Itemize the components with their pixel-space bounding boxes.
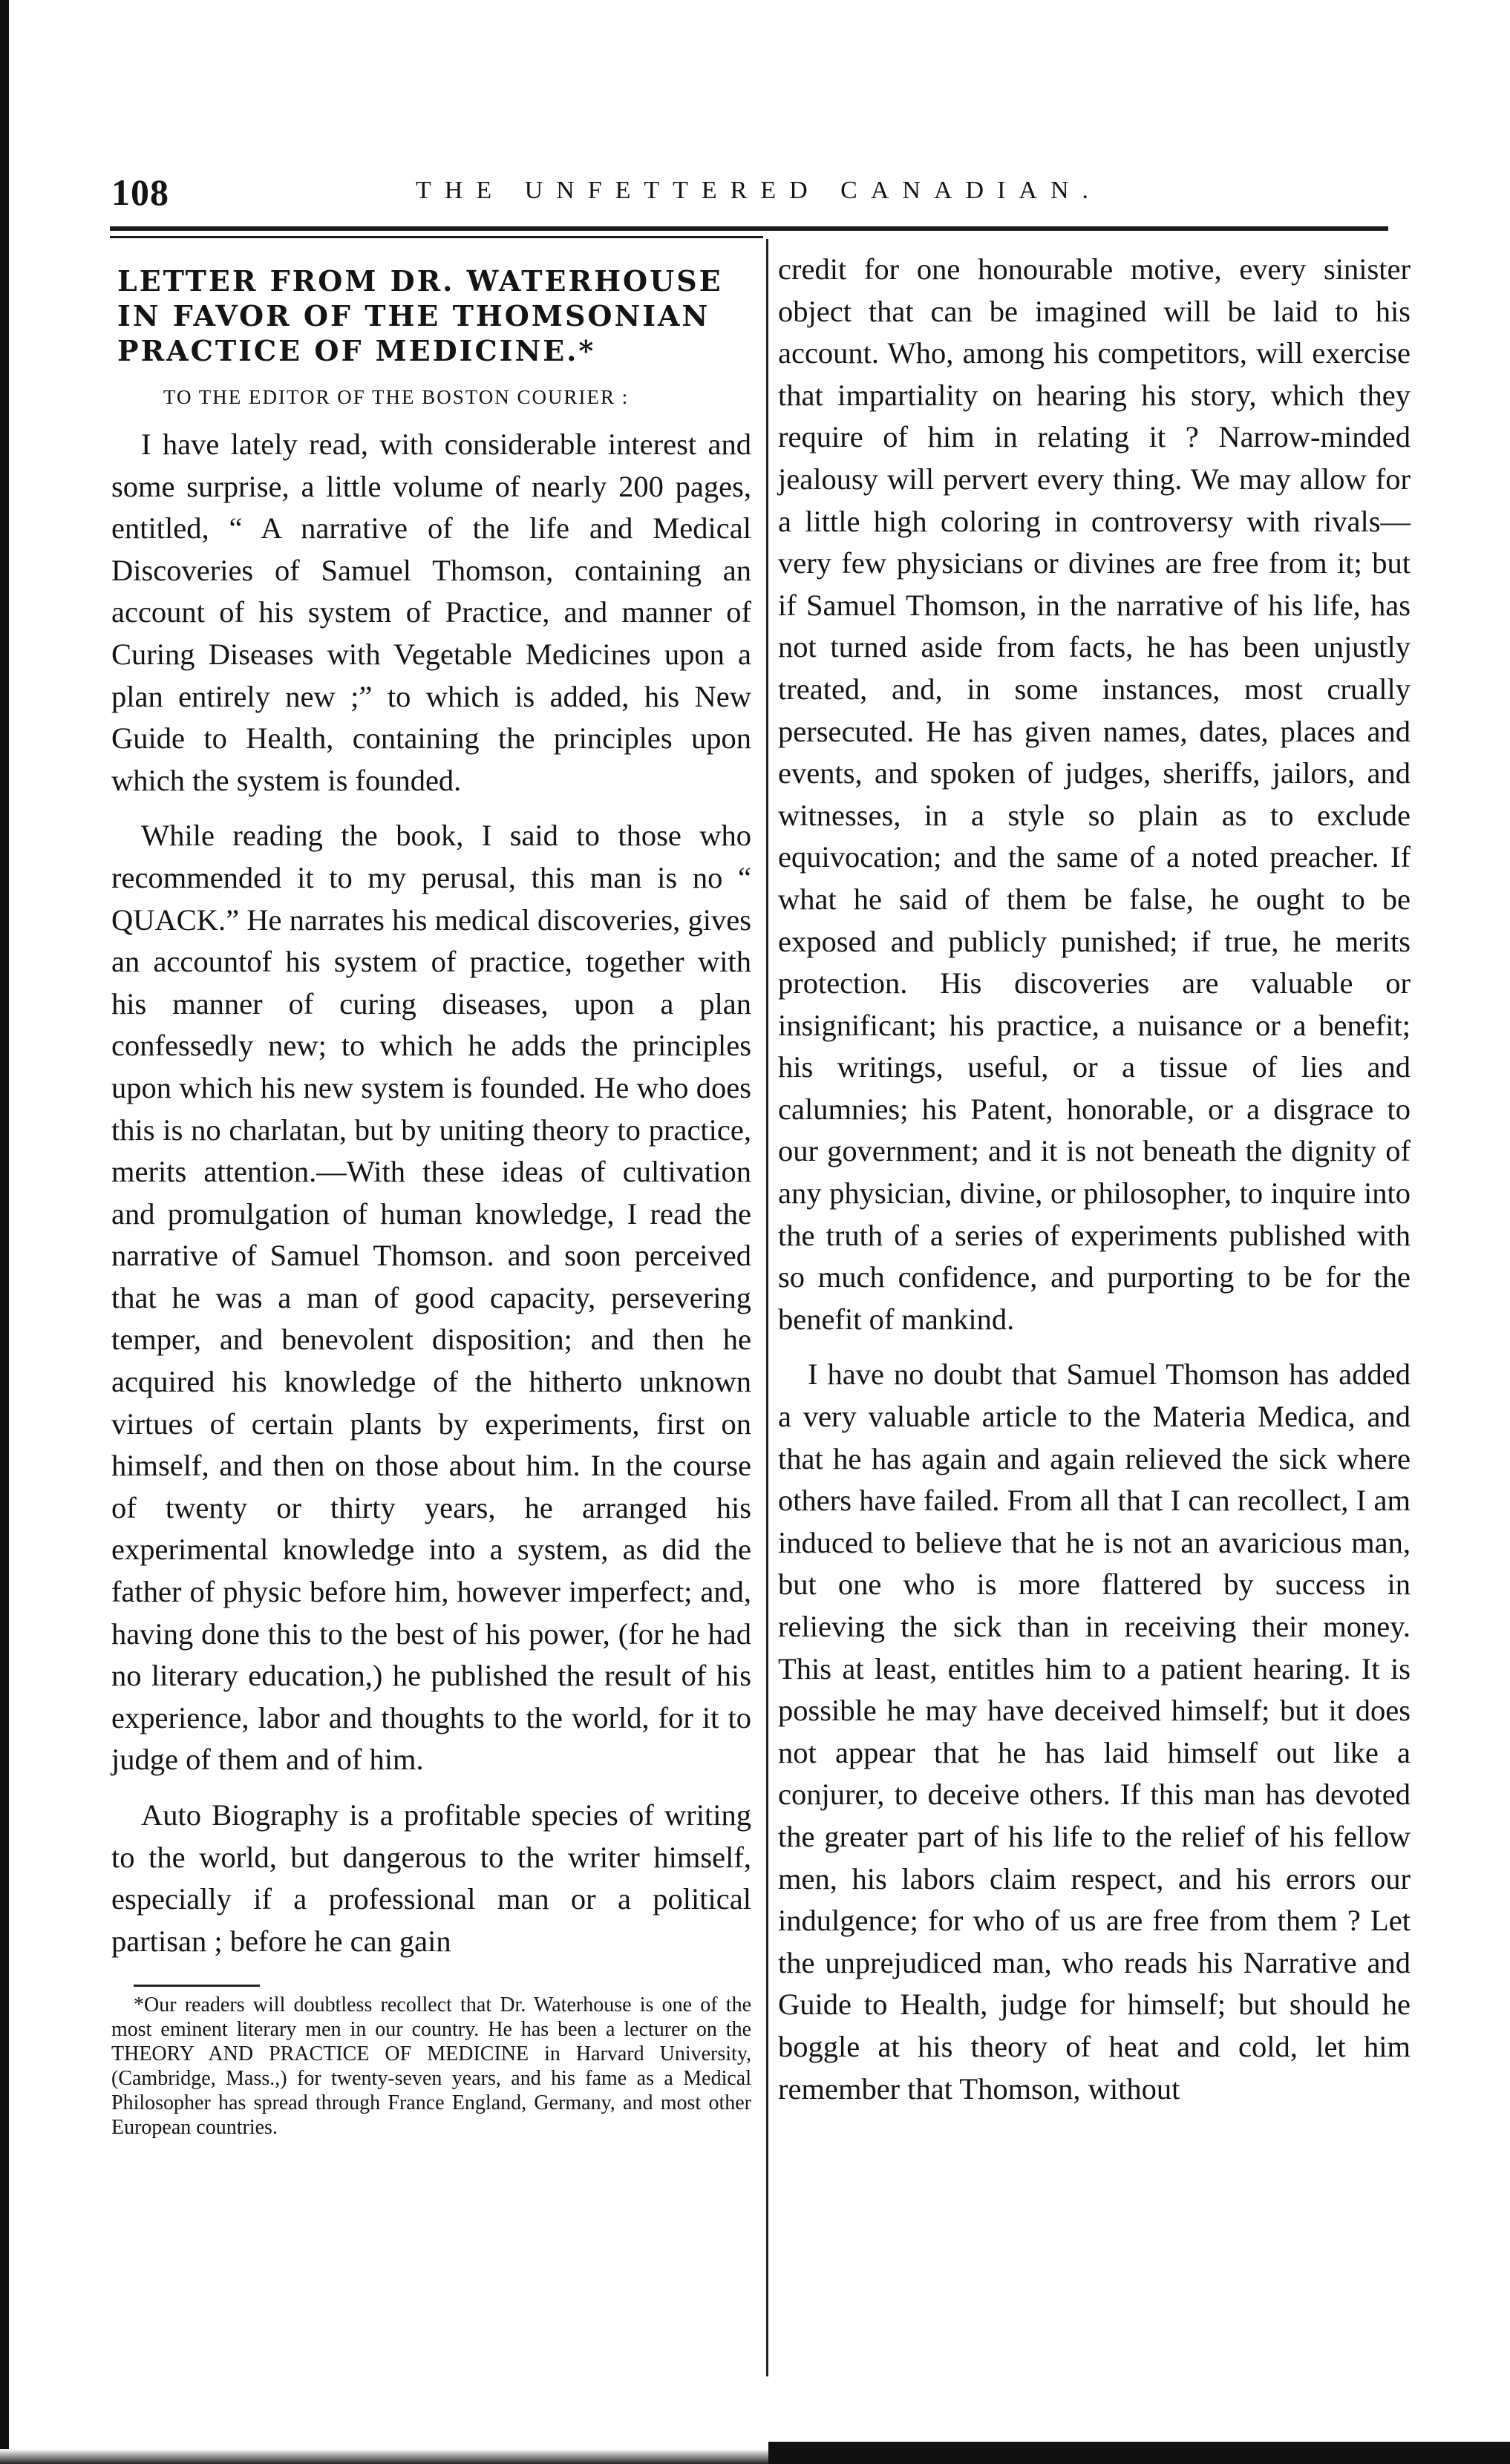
paragraph-2: While reading the book, I said to those who recommended it to my perusal, this man is no “ QUACK.” He narrates his medical discoveries, gives an accountof his system of practice, together with his manner of curing diseases, upon a plan confessedly new; to which he adds the principles upon which his new system is founded. He who does this is no charlatan, but by uniting theory to practice, merits attention.—With these ideas of cultivation and promulgation of human knowledge, I read the narrative of Samuel Thomson. and soon perceived that he was a man of good capacity, persevering temper, and benevolent disposition; and then he acquired his knowledge of the hitherto unknown virtues of certain plants by experiments, first on himself, and then on those about him. In the course of twenty or thirty years, he arranged his experimental knowledge into a system, as did the father of physic before him, however imperfect; and, having done this to the best of his power, (for he had no literary education,) he published the result of his experience, labor and thoughts to the world, for it to judge of them and of him. bbox=[111, 819, 751, 1777]
column-divider bbox=[766, 239, 768, 2376]
footnote-rule bbox=[134, 1985, 260, 1987]
scan-bottom-shadow bbox=[0, 2449, 768, 2464]
letter-title: LETTER FROM DR. WATERHOUSE IN FAVOR OF THE THOMSONIAN PRACTICE OF MEDICINE.* bbox=[117, 264, 723, 367]
salutation: TO THE EDITOR OF THE BOSTON COURIER : bbox=[163, 386, 630, 408]
right-column bbox=[778, 249, 1411, 2123]
left-column bbox=[111, 249, 751, 2140]
paragraph-continued: credit for one honourable motive, every sinister object that can be imagined will be laid to his account. Who, among his competitors, will exercise that impartiality on hearing his story, which they require of him in relating it ? Narrow-minded jealousy will pervert every thing. We may allow for a little high coloring in controversy with rivals—very few physicians or divines are free from it; but if Samuel Thomson, in the narrative of his life, has not turned aside from facts, he has been unjustly treated, and, in some instances, most crually persecuted. He has given names, dates, places and events, and spoken of judges, sheriffs, jailors, and witnesses, in a style so plain as to exclude equivocation; and the same of a noted preacher. If what he said of them be false, he ought to be exposed and publicly punished; if true, he merits protection. His discoveries are valuable or insignificant; his practice, a nuisance or a benefit; his writings, useful, or a tissue of lies and calumnies; his Patent, honorable, or a disgrace to our government; and it is not beneath the dignity of any physician, divine, or philosopher, to inquire into the truth of a series of experiments published with so much confidence, and purporting to be for the benefit of mankind. bbox=[778, 252, 1411, 1336]
paragraph-1: I have lately read, with considerable interest and some surprise, a little volume of nearly 200 pages, entitled, “ A narrative of the life and Medical Discoveries of Samuel Thomson, containing an account of his system of Practice, and manner of Curing Diseases with Vegetable Medicines upon a plan entirely new ;” to which is added, his New Guide to Health, containing the principles upon which the system is founded. bbox=[111, 427, 751, 797]
scan-bottom-edge bbox=[768, 2442, 1510, 2464]
page-number: 108 bbox=[111, 171, 169, 213]
header-rule bbox=[110, 226, 1388, 231]
running-head: THE UNFETTERED CANADIAN. bbox=[416, 177, 1102, 204]
header-rule-thin bbox=[110, 236, 763, 238]
page-header bbox=[111, 171, 1373, 223]
paragraph-3: Auto Biography is a profitable species of writing to the world, but dangerous to the writer himself, especially if a professional man or a political partisan ; before he can gain bbox=[111, 1798, 751, 1958]
paragraph-4: I have no doubt that Samuel Thomson has added a very valuable article to the Materia Medica, and that he has again and again relieved the sick where others have failed. From all that I can recollect, I am induced to believe that he is not an avaricious man, but one who is more flattered by success in relieving the sick than in receiving their money. This at least, entitles him to a patient hearing. It is possible he may have deceived himself; but it does not appear that he has laid himself out like a conjurer, to deceive others. If this man has devoted the greater part of his life to the relief of his fellow men, his labors claim respect, and his errors our indulgence; for who of us are free from them ? Let the unprejudiced man, who reads his Narrative and Guide to Health, judge for himself; but should he boggle at his theory of heat and cold, let him remember that Thomson, without bbox=[778, 1357, 1411, 2106]
footnote: *Our readers will doubtless recollect that Dr. Waterhouse is one of the most eminent literary men in our country. He has been a lecturer on the THEORY AND PRACTICE OF MEDICINE in Harvard University, (Cambridge, Mass.,) for twenty-seven years, and his fame as a Medical Philosopher has spread through France England, Germany, and most other European countries. bbox=[111, 1993, 751, 2140]
scan-left-edge bbox=[0, 0, 9, 2464]
